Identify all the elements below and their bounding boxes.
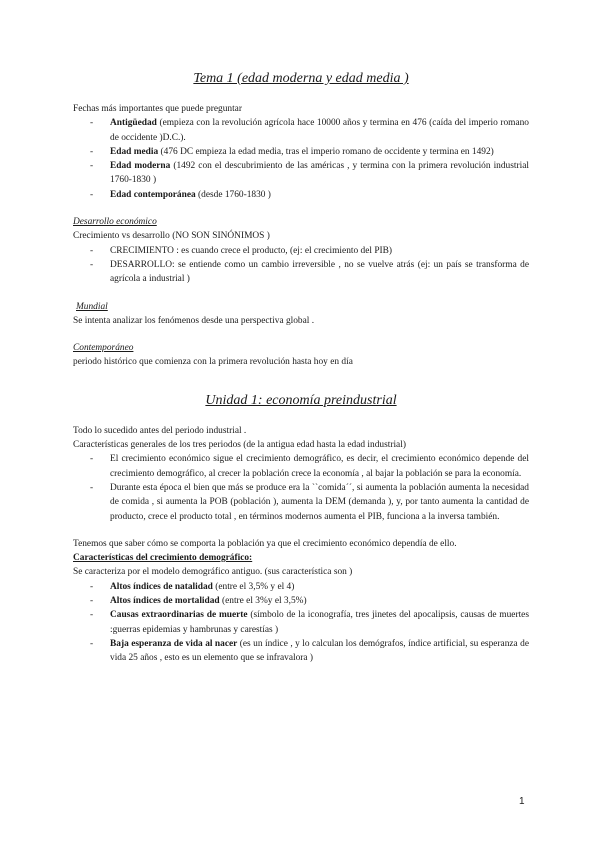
unidad-line1: Todo lo sucedido antes del periodo industrial . [73,425,247,436]
list-item: - Edad media (476 DC empieza la edad media, tras el imperio romano de occidente y termina en 1492) [90,146,494,157]
caract-line: Se caracteriza por el modelo demográfico antiguo. (sus característica son ) [73,567,353,578]
caract-name: Altos índices de mortalidad [110,596,220,607]
page-number: 1 [519,796,525,807]
caract-description: (es un índice , y lo calculan los demógrafos, índice artificial, su esperanza de vida 25 años , esto es un elemento que se infravalora ) [110,638,529,664]
list-item: - DESARROLLO: se entiende como un cambio irreversible , no se vuelve atrás (ej: un país se transforma de agrícola a industrial ) [90,259,529,285]
list-item: - Baja esperanza de vida al nacer (es un índice , y lo calculan los demógrafos, índice artificial, su esperanza de vida 25 años , esto es un elemento que se infravalora ) [90,638,529,664]
era-name: Edad media [110,146,159,157]
page-content [73,70,529,666]
era-description: (476 DC empieza la edad media, tras el imperio romano de occidente y termina en 1492) [158,146,494,157]
list-item: - Antigüedad (empieza con la revolución agrícola hace 10000 años y termina en 476 (caída del imperio romano de occidente )D.C.). [90,118,529,143]
list-item: - Edad moderna (1492 con el descubrimiento de las américas , y termina con la primera revolución industrial 1760-1830 ) [90,161,529,186]
eras-list [73,116,529,202]
caract-description: (entre el 3,5% y el 4) [212,581,295,592]
era-name: Antigüedad [110,118,157,129]
page-title: Tema 1 (edad moderna y edad media ) [193,71,409,86]
list-item: - El crecimiento económico sigue el crecimiento demográfico, es decir, el crecimiento económico depende del crecimiento demográfico, al crecer la población crece la economía , al bajar la población se para la economía. [90,454,529,479]
era-description: (1492 con el descubrimiento de las américas , y termina con la primera revolución industrial 1760-1830 ) [110,161,529,186]
era-description: (empieza con la revolución agrícola hace 10000 años y termina en 476 (caída del imperio romano de occidente )D.C.). [110,118,529,143]
list-item-text: DESARROLLO: se entiende como un cambio irreversible , no se vuelve atrás (ej: un país se transforma de agrícola a industrial ) [110,259,529,285]
list-item: - Edad contemporánea (desde 1760-1830 ) [90,189,271,200]
era-name: Edad moderna [110,161,171,172]
list-item: - Causas extraordinarias de muerte (símbolo de la iconografía, tres jinetes del apocalipsis, causas de muertes :guerras epidemias y hambrunas y carestías ) [90,610,529,635]
caract-description: (símbolo de la iconografía, tres jinetes del apocalipsis, causas de muertes :guerras epidemias y hambrunas y carestías ) [110,610,529,635]
list-item-text: CRECIMIENTO : es cuando crece el producto, (ej: el crecimiento del PIB) [110,245,393,256]
unidad-line2: Características generales de los tres periodos (de la antigua edad hasta la edad industrial) [73,440,406,451]
caract-name: Altos índices de natalidad [110,581,213,592]
desarrollo-line: Crecimiento vs desarrollo (NO SON SINÓNIMOS ) [73,231,270,242]
desarrollo-list [73,244,529,287]
list-item: - Durante esta época el bien que más se produce era la ``comida´´, si aumenta la población aumenta la necesidad de comida , si aumenta la POB (población ), aumenta la DEM (demanda ), y, por tanto aumenta la cantidad de producto, crece el producto total , en términos modernos aumenta el PIB, funciona a la inversa también. [90,482,529,522]
list-item: - Altos índices de natalidad (entre el 3,5% y el 4) [90,581,295,592]
section-heading-mundial: Mundial [76,301,108,312]
section-heading-contemporaneo: Contemporáneo [73,343,134,354]
intro-text: Fechas más importantes que puede preguntar [73,104,242,114]
list-item-text: Durante esta época el bien que más se produce era la ``comida´´, si aumenta la población aumenta la necesidad de comida , si aumenta la POB (población ), aumenta la DEM (demanda ), y, por tanto aumenta la cantidad de producto, crece el producto total , en términos modernos aumenta el PIB, funciona a la inversa también. [110,482,529,522]
caract-heading: Características del crecimiento demográfico: [73,553,253,564]
caract-name: Baja esperanza de vida al nacer [110,638,238,649]
mundial-text: Se intenta analizar los fenómenos desde una perspectiva global . [73,315,315,326]
list-item: - Altos índices de mortalidad (entre el 3%y el 3,5%) [90,596,307,607]
era-name: Edad contemporánea [110,189,196,200]
list-item-text: El crecimiento económico sigue el crecimiento demográfico, es decir, el crecimiento económico depende del crecimiento demográfico, al crecer la población crece la economía , al bajar la población se para la economía. [110,454,529,479]
contemporaneo-text: periodo histórico que comienza con la primera revolución hasta hoy en día [73,357,353,368]
caract-name: Causas extraordinarias de muerte [110,610,248,621]
section-heading-desarrollo: Desarrollo económico [73,217,157,228]
caract-description: (entre el 3%y el 3,5%) [219,596,307,607]
era-description: (desde 1760-1830 ) [195,189,271,200]
list-item: - CRECIMIENTO : es cuando crece el producto, (ej: el crecimiento del PIB) [90,245,393,256]
unit-title: Unidad 1: economía preindustrial [205,392,397,408]
unidad-list [73,452,529,523]
caract-list [73,580,529,666]
unidad-paragraph: Tenemos que saber cómo se comporta la población ya que el crecimiento económico dependía de ello. [73,538,457,549]
